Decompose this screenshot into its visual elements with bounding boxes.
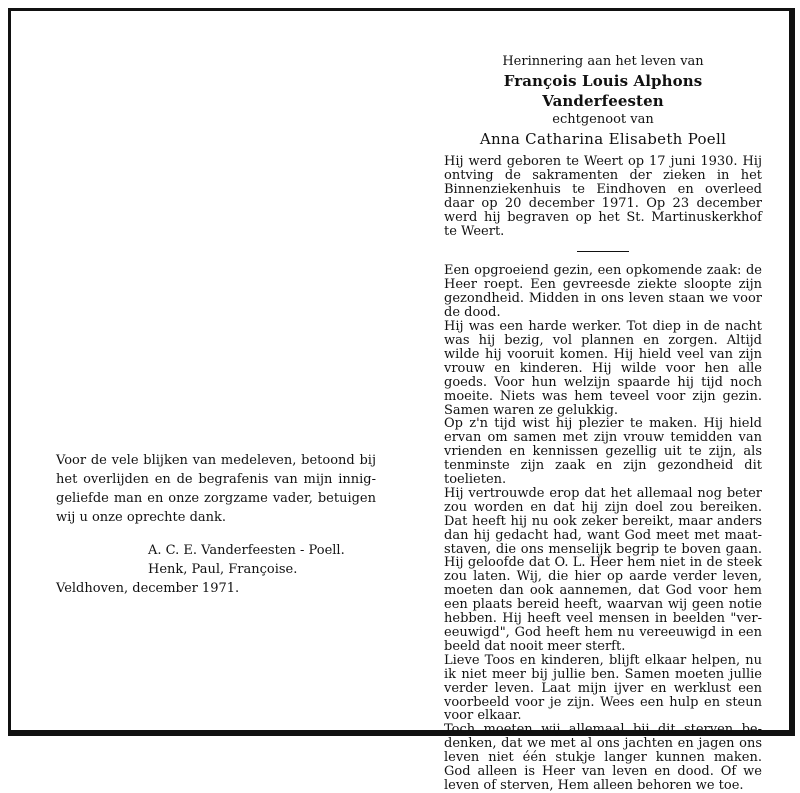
biography-text: Hij werd geboren te Weert op 17 juni 1930. Hij ontving de sakramenten der zieken in het Binnenziekenhuis te Eindhoven en overleed daar op 20 december 1971. Op 23 december werd hij begraven op het St. Martinuskerkhof te Weert. <box>444 154 762 239</box>
memorial-paragraph: Toch moeten wij allemaal bij dit sterven bedenken, dat we met al ons jachten en jagen ons leven niet één stukje langer kunnen maken. God alleen is Heer van leven en dood. Of we leven of sterven, Hem alleen behoren we toe. <box>444 722 762 793</box>
deceased-name: François Louis Alphons Vanderfeesten <box>503 72 703 110</box>
spouse-name: Anna Catharina Elisabeth Poell <box>479 130 727 148</box>
memorial-paragraph: Hij was een harde werker. Tot diep in de nacht was hij bezig, vol plannen en zorgen. Altijd wilde hij vooruit komen. Hij hield veel van zijn vrouw en kinderen. Hij wilde voor hen alle goeds. Voor hun welzijn spaarde hij tijd noch moeite. Niets was hem teveel voor zijn gezin. Samen waren ze gelukkig. <box>444 319 762 418</box>
signer-line-2: Henk, Paul, Françoise. <box>148 562 298 577</box>
memorial-paragraph: Op z'n tijd wist hij plezier te maken. Hij hield ervan om samen met zijn vrouw temidden van vrienden en kennissen gezellig uit te zijn, als tenminste zijn zaak en zijn gezondheid dit toelieten. <box>444 416 762 488</box>
thank-you-text: Voor de vele blijken van medeleven, betoond bij het overlijden en de begrafenis van mijn inniggeliefde man en onze zorgzame vader, betuigen wij u onze oprechte dank. <box>56 453 376 525</box>
divider <box>577 251 629 252</box>
memorial-paragraph: Een opgroeiend gezin, een opkomende zaak: de Heer roept. Een gevreesde ziekte sloopte zijn gezondheid. Midden in ons leven staan we voor de dood. <box>444 263 762 321</box>
thank-you-panel <box>56 451 376 598</box>
memorial-card <box>8 8 795 793</box>
signer-line-1: A. C. E. Vanderfeesten - Poell. <box>148 543 345 558</box>
relation-line: echtgenoot van <box>552 112 654 127</box>
signatories <box>56 541 376 579</box>
place-date: Veldhoven, december 1971. <box>56 581 240 596</box>
remembrance-panel <box>444 53 762 793</box>
memorial-paragraph: Hij vertrouwde erop dat het allemaal nog beter zou worden en dat hij zijn doel zou bereiken. Dat heeft hij nu ook zeker bereikt, maar anders dan hij gedacht had, want God meet met maatstaven, die ons menselijk begrip te boven gaan. Hij geloofde dat O. L. Heer hem niet in de steek zou laten. Wij, die hier op aarde verder leven, moeten dan ook aannemen, dat God voor hem een plaats bereid heeft, waarvan wij geen notie hebben. Hij heeft veel mensen in beelden "vereeuwigd", God heeft hem nu vereeuwigd in een beeld dat nooit meer sterft. <box>444 485 762 654</box>
intro-line: Herinnering aan het leven van <box>502 54 704 69</box>
memorial-paragraph: Lieve Toos en kinderen, blijft elkaar helpen, nu ik niet meer bij jullie ben. Samen moeten jullie verder leven. Laat mijn ijver en werklust een voorbeeld voor je zijn. Wees een hulp en steun voor elkaar. <box>444 652 762 724</box>
